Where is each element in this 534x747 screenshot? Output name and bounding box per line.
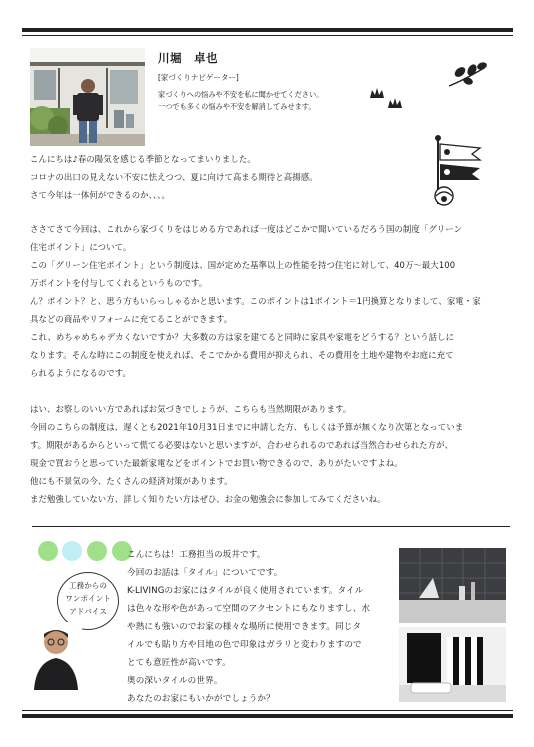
decor-circle <box>38 541 58 561</box>
advice-badge-line: アドバイス <box>69 607 107 616</box>
decor-circle <box>87 541 107 561</box>
deadline-line: まだ勉強していない方、詳しく知りたい方はぜひ、お金の勉強会に参加してみてくださいね。 <box>30 494 386 504</box>
staff-message-line-1: 家づくりへの悩みや不安を私に聞かせてください。 <box>158 90 324 99</box>
article-line: られるようになるのです。 <box>30 368 132 378</box>
top-rule-thin <box>22 35 513 36</box>
advice-line: 奥の深いタイルの世界。 <box>127 676 223 686</box>
deadline-line: 他にも不景気の今、たくさんの経済対策があります。 <box>30 476 233 486</box>
article-line: これ、めちゃめちゃデカくないですか？大多数の方は家を建てると同時に家具や家電をどうする？という話しに <box>30 332 455 342</box>
article-line: ささてさて今回は、これから家づくりをはじめる方であれば一度はどこかで聞いているだろう国の制度「グリーン <box>30 224 463 234</box>
article-line: 万ポイントを付与してくれるというものです。 <box>30 278 208 288</box>
bottom-rule-thin <box>22 710 513 711</box>
staff-message-line-2: 一つでも多くの悩みや不安を解消してみせます。 <box>158 102 316 111</box>
advice-line: K-LIVINGのお家にはタイルが良く使用されています。タイル <box>127 586 364 596</box>
article-line: 具などの商品やリフォームに充てることができます。 <box>30 314 233 324</box>
tile-bathroom-photo <box>399 627 506 702</box>
staff-name: 川堀 卓也 <box>158 51 218 65</box>
greeting-line: こんにちは♪春の陽気を感じる季節となってまいりました。 <box>30 154 256 164</box>
advice-line: とても意匠性が高いです。 <box>127 658 231 668</box>
greeting-line: コロナの出口の見えない不安に怯えつつ、夏に向けて高まる期待と高揚感。 <box>30 172 318 182</box>
advisor-photo <box>30 622 82 690</box>
leaf-sprig-illustration <box>446 62 488 88</box>
greeting-line: さて今年は一体何ができるのか、、、。 <box>30 190 170 200</box>
advice-line: は色々な形や色があって空間のアクセントにもなりますし、水 <box>127 604 371 614</box>
deadline-line: す。期限があるからといって慌てる必要はないと思いますが、合わせられるのであれば当然合わせられた方が、 <box>30 440 454 450</box>
advice-line: こんにちは！工務担当の坂井です。 <box>127 550 266 560</box>
carp-streamer-illustration <box>430 134 490 212</box>
advice-line: あなたのお家にもいかがでしょうか？ <box>127 694 275 704</box>
article-line: この「グリーン住宅ポイント」という制度は、国が定めた基準以上の性能を持つ住宅に対して、40万～最大100 <box>30 260 456 270</box>
advice-line: や熱にも強いのでお家の様々な場所に使用できます。同じタ <box>127 622 362 632</box>
advice-badge-line: 工務からの <box>69 581 107 590</box>
staff-photo <box>30 48 145 146</box>
tile-interior-photo <box>399 548 506 623</box>
section-divider <box>32 526 510 527</box>
bottom-rule-thick <box>22 714 513 718</box>
top-rule-thick <box>22 28 513 32</box>
staff-role: [家づくりナビゲーター] <box>158 73 239 82</box>
grass-tuft-icon <box>387 98 403 108</box>
article-line: なります。そんな時にこの制度を使えれば、そこでかかる費用が抑えられ、その費用を土地や建物やお庭に充て <box>30 350 454 360</box>
decor-circle <box>62 541 82 561</box>
deadline-line: 現金で買おうと思っていた最新家電などをポイントでお買い物できるので、ありがたいですよね。 <box>30 458 403 468</box>
article-line: ん？ポイント？と、思う方もいらっしゃるかと思います。このポイントは1ポイント＝1円換算となりまして、家電・家 <box>30 296 481 306</box>
deadline-line: 今回のこちらの制度は、遅くとも2021年10月31日までに申請した方、もしくは予算が無くなり次第となっていま <box>30 422 464 432</box>
advice-line: 今回のお話は「タイル」についてです。 <box>127 568 283 578</box>
article-line: 住宅ポイント」について。 <box>30 242 132 252</box>
grass-tuft-icon <box>369 88 385 98</box>
advice-line: イルでも貼り方や目地の色で印象はガラリと変わりますので <box>127 640 362 650</box>
deadline-line: はい、お察しのいい方であればお気づきでしょうが、こちらも当然期限があります。 <box>30 404 352 414</box>
advice-badge-line: ワンポイント <box>65 594 111 603</box>
